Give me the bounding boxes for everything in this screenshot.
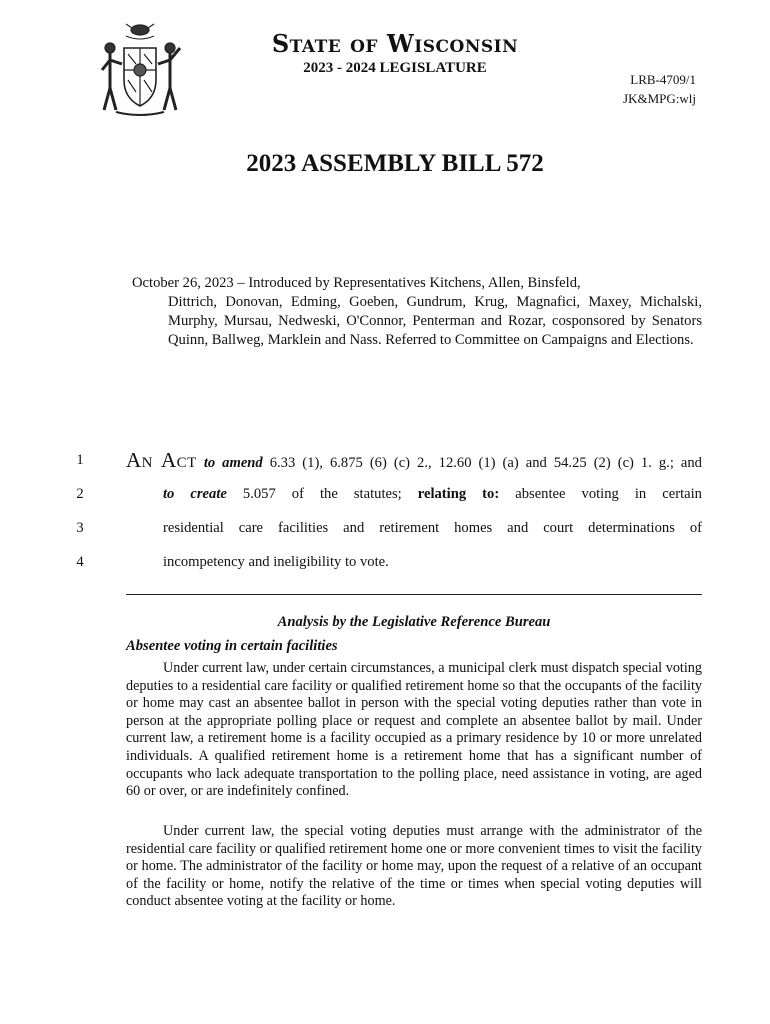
act-line-3: residential care facilities and retirement homes and court determinations of (163, 520, 702, 536)
line-number: 1 (76, 452, 84, 468)
act-line-2 (163, 486, 702, 503)
act-line-4: incompetency and ineligibility to vote. (163, 554, 389, 570)
line-number: 3 (76, 520, 84, 536)
to-create-label: to create (163, 486, 227, 502)
state-title: State of Wisconsin (271, 29, 519, 58)
relating-to-text: absentee voting in certain (515, 486, 702, 502)
line-number: 4 (76, 554, 84, 570)
analysis-subheading: Absentee voting in certain facilities (126, 638, 338, 654)
bill-title: 2023 ASSEMBLY BILL 572 (246, 150, 544, 177)
wisconsin-seal-icon (96, 18, 184, 122)
to-create-text: 5.057 of the statutes; (242, 486, 402, 502)
introduction-continuation: Dittrich, Donovan, Edming, Goeben, Gundrum, Krug, Magnafici, Maxey, Michalski, Murphy, Mursau, Nedweski, O'Connor, Penterman and Rozar, cosponsored by Senators Quinn, Ballweg, Marklein and Nass. Referred to Committee on Campaigns and Elections. (168, 294, 702, 348)
drafter-initials: JK&MPG:wlj (623, 91, 696, 106)
an-act-label: An Act (126, 448, 197, 472)
analysis-paragraph: Under current law, under certain circumstances, a municipal clerk must dispatch special voting deputies to a residential care facility or qualified retirement home so that the occupants of the facility or home may cast an absentee ballot in person with the special voting deputies rather than vote in person at the appropriate polling place or request and complete an absentee ballot by mail. Under current law, a retirement home is a facility occupied as a primary residence by 10 or more unrelated individuals. A qualified retirement home is a retirement home that has a significant number of occupants who lack adequate transportation to the polling place, need assistance in voting, are aged 60 or over, or are indefinitely confined. (126, 660, 702, 800)
introduction-first-line: October 26, 2023 – Introduced by Representatives Kitchens, Allen, Binsfeld, (132, 275, 581, 291)
analysis-paragraph: Under current law, the special voting deputies must arrange with the administrator of the residential care facility or qualified retirement home one or more convenient times to visit the facility or home. The administrator of the facility or home may, upon the request of a relative of an occupant of the facility or home, notify the relative of the time or times when special voting deputies will conduct absentee voting at the facility or home. (126, 823, 702, 910)
to-amend-text: 6.33 (1), 6.875 (6) (c) 2., 12.60 (1) (a) and 54.25 (2) (c) 1. g.; and (269, 455, 702, 471)
introduction-statement (132, 274, 702, 350)
section-divider (126, 594, 702, 595)
analysis-heading: Analysis by the Legislative Reference Bureau (277, 614, 551, 630)
relating-to-label: relating to: (417, 486, 500, 502)
to-amend-label: to amend (203, 455, 263, 471)
lrb-number: LRB-4709/1 (630, 72, 696, 87)
act-line-1 (126, 448, 702, 473)
line-number: 2 (76, 486, 84, 502)
drafting-reference (623, 70, 696, 108)
legislature-session: 2023 - 2024 LEGISLATURE (303, 60, 487, 76)
